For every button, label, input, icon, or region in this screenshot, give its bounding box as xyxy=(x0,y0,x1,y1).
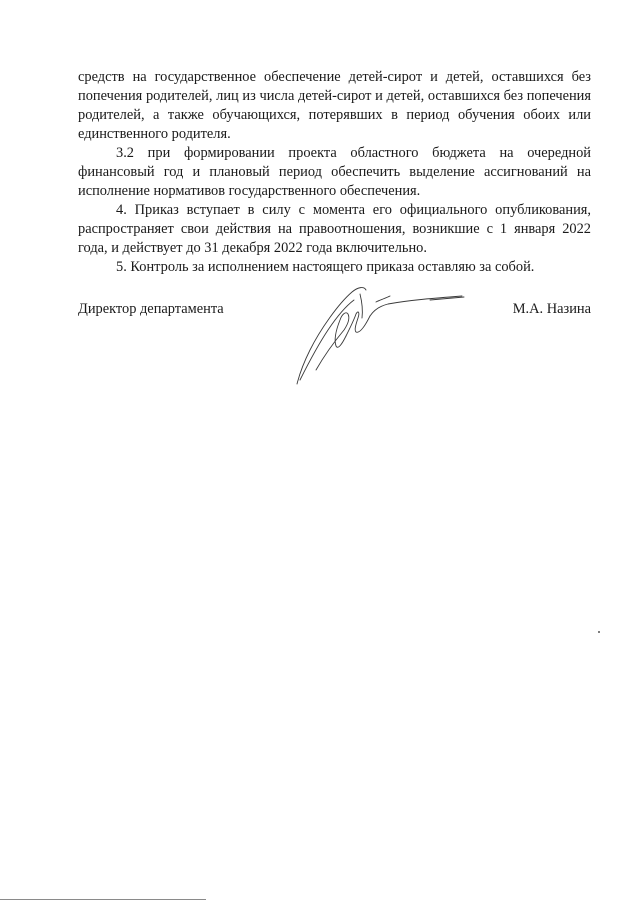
paragraph-continuation: средств на государственное обеспечение детей-сирот и детей, оставшихся без попечения родителей, лиц из числа детей-сирот и детей, оставшихся без попечения родителей, а также обучающихся, потерявших в период обучения обоих или единственного родителя. xyxy=(78,69,591,142)
handwritten-signature xyxy=(290,284,470,386)
signatory-name: М.А. Назина xyxy=(512,301,591,317)
signatory-position: Директор департамента xyxy=(78,301,224,317)
footer-rule xyxy=(0,899,206,900)
document-body xyxy=(78,68,591,277)
paragraph-5: 5. Контроль за исполнением настоящего приказа оставляю за собой. xyxy=(116,259,535,275)
paragraph-4: 4. Приказ вступает в силу с момента его официального опубликования, распространяет свои действия на правоотношения, возникшие с 1 января 2022 года, и действует до 31 декабря 2022 года включительно. xyxy=(78,202,591,256)
paragraph-3-2: 3.2 при формировании проекта областного бюджета на очередной финансовый год и плановый период обеспечить выделение ассигнований на исполнение нормативов государственного обеспечения. xyxy=(78,145,591,199)
scan-speck xyxy=(598,631,600,633)
